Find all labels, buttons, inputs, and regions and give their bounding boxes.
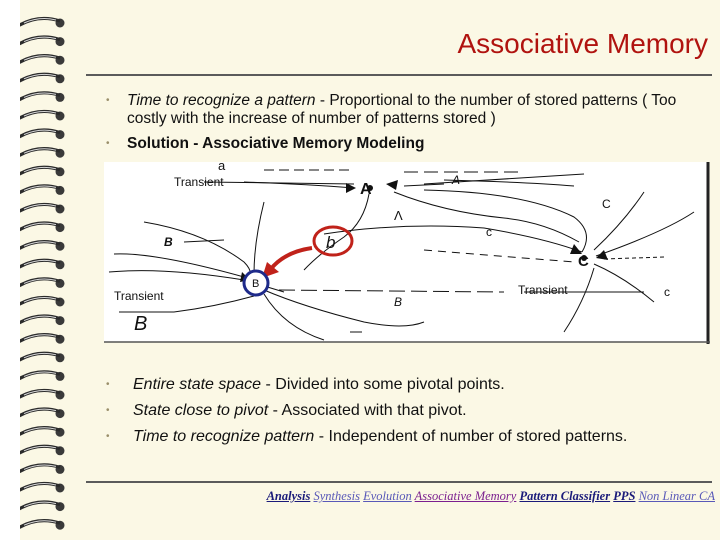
- bullet-text: - Associated with that pivot.: [268, 402, 467, 419]
- bullet-term: Time to recognize pattern: [133, 428, 315, 445]
- label-b-lower: B: [394, 295, 403, 309]
- bullet-item: [106, 398, 706, 424]
- associative-memory-diagram: [104, 162, 712, 344]
- diagram-background: [104, 162, 708, 342]
- label-c-right: c: [664, 285, 670, 299]
- bullet-dot-icon: •: [106, 405, 110, 416]
- slide-page: [20, 0, 720, 540]
- footer-link-pps[interactable]: PPS: [613, 489, 636, 503]
- bottom-bullet-list: [106, 372, 706, 450]
- label-c-mid: c: [486, 225, 492, 239]
- bullet-dot-icon: •: [106, 95, 110, 106]
- bullet-text: - Proportional to the number of stored patterns ( Too costly with the increase of number of patterns stored ): [127, 92, 677, 127]
- bullet-item: [106, 424, 706, 450]
- bullet-item: [106, 372, 706, 398]
- bullet-text: - Independent of number of stored patterns.: [314, 428, 628, 445]
- bullet-text: - Divided into some pivotal points.: [261, 376, 505, 393]
- footer-link-evolution[interactable]: Evolution: [363, 489, 412, 503]
- bullet-dot-icon: •: [106, 431, 110, 442]
- label-node-c: C: [578, 253, 589, 270]
- top-bullet-list: [106, 92, 706, 152]
- bullet-item: [106, 92, 706, 128]
- footer-link-associative-memory[interactable]: Associative Memory: [414, 489, 517, 503]
- label-c-upper: C: [602, 197, 611, 211]
- label-node-a: A: [360, 181, 372, 198]
- bullet-dot-icon: •: [106, 138, 110, 149]
- label-node-b: B: [252, 278, 260, 290]
- label-a-upper: A: [452, 173, 461, 187]
- label-transient-top: Transient: [174, 175, 224, 189]
- spiral-binding: [20, 0, 100, 540]
- footer-link-pattern-classifier[interactable]: Pattern Classifier: [519, 489, 611, 503]
- label-a-lower: Λ: [394, 208, 403, 223]
- bullet-dot-icon: •: [106, 379, 110, 390]
- label-b-circle: b: [326, 233, 336, 252]
- bullet-term-bold: Solution - Associative Memory Modeling: [127, 135, 425, 152]
- slide-title: Associative Memory: [457, 28, 708, 59]
- footer-divider: [86, 481, 712, 483]
- footer-link-synthesis[interactable]: Synthesis: [313, 489, 360, 503]
- footer-link-non-linear-ca[interactable]: Non Linear CA: [638, 489, 715, 503]
- bullet-term: State close to pivot: [133, 402, 269, 419]
- bullet-item: [106, 135, 706, 155]
- label-b-big: B: [134, 313, 148, 335]
- label-b-left: B: [164, 235, 173, 249]
- footer-link-analysis[interactable]: Analysis: [266, 489, 311, 503]
- label-transient-right: Transient: [518, 283, 568, 297]
- bullet-term: Time to recognize a pattern: [127, 92, 316, 109]
- label-a-top: a: [218, 162, 226, 173]
- footer-nav: [170, 489, 715, 504]
- title-divider: [86, 74, 712, 76]
- bullet-term: Entire state space: [133, 376, 262, 393]
- label-transient-left: Transient: [114, 289, 164, 303]
